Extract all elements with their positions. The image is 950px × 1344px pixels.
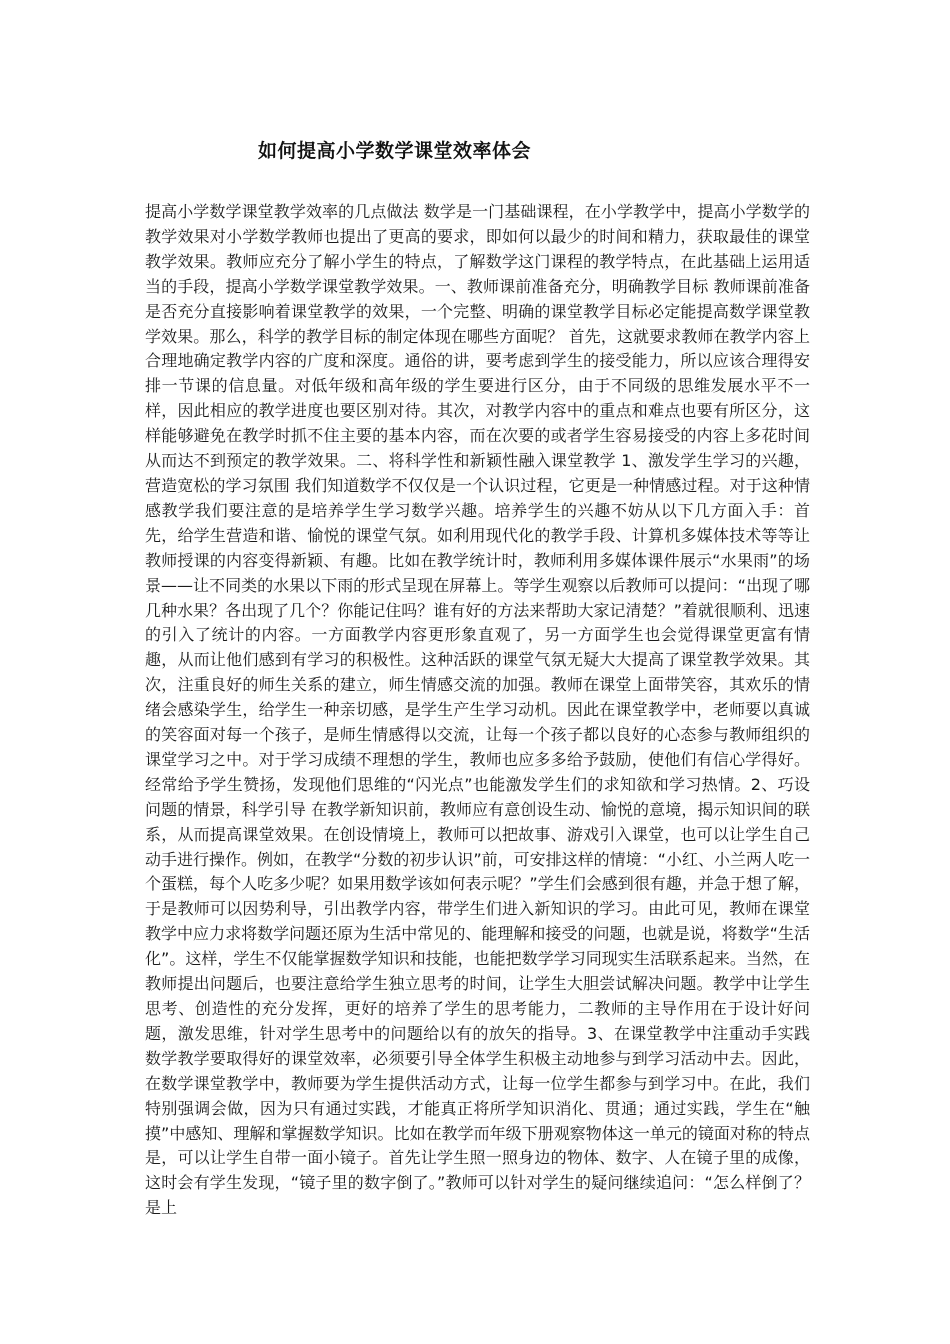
document-title: 如何提高小学数学课堂效率体会 xyxy=(258,140,532,162)
document-body-paragraph: 提高小学数学课堂教学效率的几点做法 数学是一门基础课程，在小学教学中，提高小学数学的教学效果对小学数学教师也提出了更高的要求，即如何以最少的时间和精力，获取最佳的课堂教学效果。教师应充分了解小学生的特点，了解数学这门课程的教学特点，在此基础上运用适当的手段，提高小学数学课堂教学效果。一、教师课前准备充分，明确教学目标 教师课前准备是否充分直接影响着课堂教学的效果，一个完整、明确的课堂教学目标必定能提高数学课堂教学效果。那么，科学的教学目标的制定体现在哪些方面呢？ 首先，这就要求教师在教学内容上合理地确定教学内容的广度和深度。通俗的讲，要考虑到学生的接受能力，所以应该合理得安排一节课的信息量。对低年级和高年级的学生要进行区分，由于不同级的思维发展水平不一样，因此相应的教学进度也要区别对待。其次，对教学内容中的重点和难点也要有所区分，这样能够避免在教学时抓不住主要的基本内容，而在次要的或者学生容易接受的内容上多花时间从而达不到预定的教学效果。二、将科学性和新颖性融入课堂教学 1、激发学生学习的兴趣，营造宽松的学习氛围 我们知道数学不仅仅是一个认识过程，它更是一种情感过程。对于这种情感教学我们要注意的是培养学生学习数学兴趣。培养学生的兴趣不妨从以下几方面入手：首先，给学生营造和谐、愉悦的课堂气氛。如利用现代化的教学手段、计算机多媒体技术等等让教师授课的内容变得新颖、有趣。比如在教学统计时，教师利用多媒体课件展示“水果雨”的场景——让不同类的水果以下雨的形式呈现在屏幕上。等学生观察以后教师可以提问：“出现了哪几种水果？各出现了几个？你能记住吗？谁有好的方法来帮助大家记清楚？”着就很顺利、迅速的引入了统计的内容。一方面教学内容更形象直观了，另一方面学生也会觉得课堂更富有情趣，从而让他们感到有学习的积极性。这种活跃的课堂气氛无疑大大提高了课堂教学效果。其次，注重良好的师生关系的建立，师生情感交流的加强。教师在课堂上面带笑容，其欢乐的情绪会感染学生，给学生一种亲切感，是学生产生学习动机。因此在课堂教学中，老师要以真诚的笑容面对每一个孩子，是师生情感得以交流，让每一个孩子都以良好的心态参与教师组织的课堂学习之中。对于学习成绩不理想的学生，教师也应多多给予鼓励，使他们有信心学得好。经常给予学生赞扬，发现他们思维的“闪光点”也能激发学生们的求知欲和学习热情。2、巧设问题的情景，科学引导 在教学新知识前，教师应有意创设生动、愉悦的意境，揭示知识间的联系，从而提高课堂效果。在创设情境上，教师可以把故事、游戏引入课堂，也可以让学生自己动手进行操作。例如，在教学“分数的初步认识”前，可安排这样的情境：“小红、小兰两人吃一个蛋糕，每个人吃多少呢？如果用数学该如何表示呢？”学生们会感到很有趣，并急于想了解，于是教师可以因势利导，引出教学内容，带学生们进入新知识的学习。由此可见，教师在课堂教学中应力求将数学问题还原为生活中常见的、能理解和接受的问题，也就是说，将数学“生活化”。这样，学生不仅能掌握数学知识和技能，也能把数学学习同现实生活联系起来。当然，在教师提出问题后，也要注意给学生独立思考的时间，让学生大胆尝试解决问题。教学中让学生思考、创造性的充分发挥，更好的培养了学生的思考能力，二教师的主导作用在于设计好问题，激发思维，针对学生思考中的问题给以有的放矢的指导。3、在课堂教学中注重动手实践 数学教学要取得好的课堂效率，必须要引导全体学生积极主动地参与到学习活动中去。因此，在数学课堂教学中，教师要为学生提供活动方式，让每一位学生都参与到学习中。在此，我们特别强调会做，因为只有通过实践，才能真正将所学知识消化、贯通；通过实践，学生在“触摸”中感知、理解和掌握数学知识。比如在教学而年级下册观察物体这一单元的镜面对称的特点是，可以让学生自带一面小镜子。首先让学生照一照身边的物体、数字、人在镜子里的成像，这时会有学生发现，“镜子里的数字倒了。”教师可以针对学生的疑问继续追问：“怎么样倒了？是上 xyxy=(145,202,810,1218)
